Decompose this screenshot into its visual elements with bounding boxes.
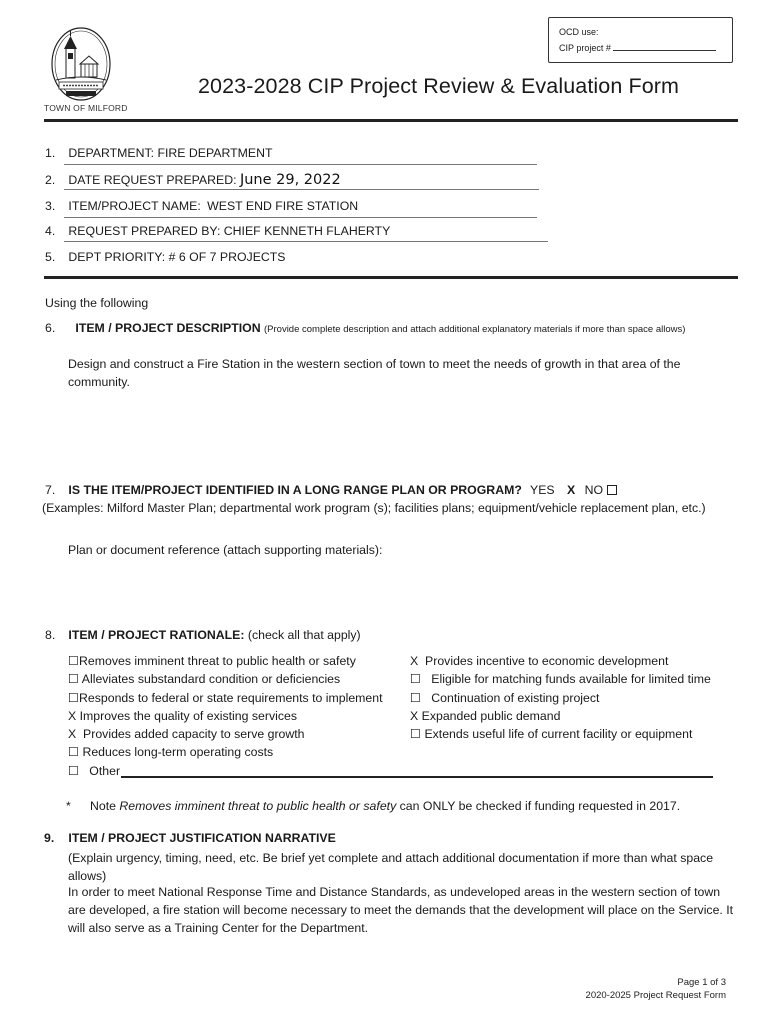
footnote-emphasis: Removes imminent threat to public health or safety <box>119 799 397 813</box>
section-number: 8. <box>45 628 56 642</box>
page-number: Page 1 of 3 <box>677 977 726 988</box>
rationale-label: Provides incentive to economic development <box>425 654 669 668</box>
no-checkbox[interactable] <box>607 485 617 495</box>
rationale-mark[interactable]: X <box>68 708 77 723</box>
form-title: 2023-2028 CIP Project Review & Evaluation Form <box>198 74 680 98</box>
header-divider <box>44 119 738 122</box>
rationale-item[interactable] <box>68 725 383 743</box>
rationale-mark[interactable]: ☐ <box>68 672 80 687</box>
no-label: NO <box>584 483 604 497</box>
field-label: REQUEST PREPARED BY: <box>68 224 221 238</box>
field-label: DEPARTMENT: FIRE DEPARTMENT <box>68 146 273 160</box>
section-divider <box>44 276 738 279</box>
section-9-heading <box>44 831 336 845</box>
rationale-mark[interactable]: ☐ <box>410 672 422 687</box>
field-project-name <box>45 199 358 213</box>
rationale-item[interactable] <box>410 652 711 670</box>
rationale-label: Removes imminent threat to public health or safety <box>79 654 356 668</box>
rationale-item[interactable] <box>410 725 711 743</box>
field-label: DATE REQUEST PREPARED: <box>68 173 237 187</box>
field-number: 1. <box>45 146 56 160</box>
section-6-heading <box>45 321 685 335</box>
ocd-use-box <box>548 17 733 63</box>
yes-mark[interactable]: X <box>567 483 576 497</box>
rationale-mark[interactable]: ☐ <box>68 763 80 778</box>
rationale-item[interactable] <box>410 670 711 688</box>
section-title: ITEM / PROJECT RATIONALE: <box>68 628 245 642</box>
rationale-right-column <box>410 652 711 743</box>
date-underline <box>64 189 539 190</box>
section-6-body[interactable]: Design and construct a Fire Station in the western section of town to meet the needs of growth in that area of the community. <box>68 357 681 389</box>
field-label: ITEM/PROJECT NAME: <box>68 199 201 213</box>
rationale-item[interactable] <box>68 689 383 707</box>
rationale-mark[interactable]: ☐ <box>410 690 422 705</box>
field-dept-priority <box>45 250 286 264</box>
rationale-label: Eligible for matching funds available for limited time <box>431 672 711 687</box>
yes-no-choice <box>530 483 619 497</box>
town-name: TOWN OF MILFORD <box>44 103 128 113</box>
town-seal-logo <box>50 26 112 102</box>
field-department <box>45 146 272 160</box>
rationale-label: Provides added capacity to serve growth <box>83 727 305 742</box>
rationale-item[interactable] <box>410 689 711 707</box>
section-title: ITEM / PROJECT JUSTIFICATION NARRATIVE <box>68 831 336 845</box>
rationale-mark[interactable]: X <box>410 708 419 723</box>
cip-project-number-field[interactable] <box>613 42 716 51</box>
rationale-label: Reduces long-term operating costs <box>82 745 274 760</box>
section-9-note: (Explain urgency, timing, need, etc. Be brief yet complete and attach additional documentation if more than what space allows) <box>68 851 714 883</box>
field-number: 3. <box>45 199 56 213</box>
rationale-footnote <box>66 799 680 813</box>
section-7-reference: Plan or document reference (attach supporting materials): <box>68 543 383 557</box>
rationale-mark[interactable]: ☐ <box>68 745 80 760</box>
rationale-item[interactable] <box>68 652 383 670</box>
rationale-mark[interactable]: ☐ <box>68 654 80 668</box>
rationale-label: Extends useful life of current facility or equipment <box>424 727 693 742</box>
prepared-by-underline <box>64 241 548 242</box>
rationale-label: Responds to federal or state requirements to implement <box>79 690 383 705</box>
field-label: DEPT PRIORITY: # 6 OF 7 PROJECTS <box>68 250 286 264</box>
project-name-value[interactable]: WEST END FIRE STATION <box>207 199 359 213</box>
field-number: 4. <box>45 224 56 238</box>
rationale-mark[interactable]: ☐ <box>410 727 422 742</box>
intro-text: Using the following <box>45 296 149 310</box>
rationale-item[interactable] <box>68 707 383 725</box>
field-date-prepared <box>45 172 341 188</box>
other-underline[interactable] <box>121 776 713 778</box>
rationale-item[interactable] <box>410 707 711 725</box>
form-name: 2020-2025 Project Request Form <box>585 990 726 1001</box>
ocd-use-label: OCD use: <box>559 27 599 37</box>
footnote-bullet: * <box>66 799 71 813</box>
page-footer <box>586 976 726 1002</box>
section-title: IS THE ITEM/PROJECT IDENTIFIED IN A LONG RANGE PLAN OR PROGRAM? <box>68 483 522 497</box>
section-note: (check all that apply) <box>247 628 361 642</box>
rationale-mark[interactable]: X <box>68 727 77 742</box>
section-number: 7. <box>45 483 56 497</box>
rationale-label: Other <box>89 763 121 778</box>
section-title: ITEM / PROJECT DESCRIPTION <box>75 321 261 335</box>
section-note: (Provide complete description and attach additional explanatory materials if more than space allows) <box>264 324 686 335</box>
rationale-label: Improves the quality of existing services <box>79 708 297 723</box>
field-prepared-by <box>45 224 390 238</box>
field-number: 2. <box>45 173 56 187</box>
rationale-item[interactable] <box>68 670 383 688</box>
rationale-item[interactable] <box>68 743 383 761</box>
prepared-by-value[interactable]: CHIEF KENNETH FLAHERTY <box>223 224 391 238</box>
date-prepared-value[interactable]: June 29, 2022 <box>239 172 341 188</box>
section-number: 6. <box>45 321 56 335</box>
section-number: 9. <box>44 831 55 845</box>
rationale-label: Alleviates substandard condition or deficiencies <box>81 672 341 687</box>
section-9-body[interactable]: In order to meet National Response Time and Distance Standards, as undeveloped areas in the western section of town are developed, a fire station will become necessary to meet the demands that the development will place on the Service. It will also serve as a Training Center for the Department. <box>68 885 734 935</box>
section-7-examples: (Examples: Milford Master Plan; departmental work program (s); facilities plans; equipment/vehicle replacement plan, etc.) <box>42 501 706 515</box>
project-name-underline <box>64 217 537 218</box>
department-underline <box>64 164 537 165</box>
rationale-label: Expanded public demand <box>421 708 561 723</box>
rationale-left-column <box>68 652 383 780</box>
section-8-heading <box>45 628 361 642</box>
footnote-text: Note <box>90 799 120 813</box>
yes-label: YES <box>530 483 555 497</box>
field-number: 5. <box>45 250 56 264</box>
section-7-heading <box>45 483 522 497</box>
footnote-text: can ONLY be checked if funding requested in 2017. <box>396 799 681 813</box>
rationale-label: Continuation of existing project <box>431 690 600 705</box>
rationale-mark[interactable]: ☐ <box>68 690 80 705</box>
cip-project-label: CIP project # <box>559 43 611 53</box>
rationale-mark[interactable]: X <box>410 654 419 668</box>
